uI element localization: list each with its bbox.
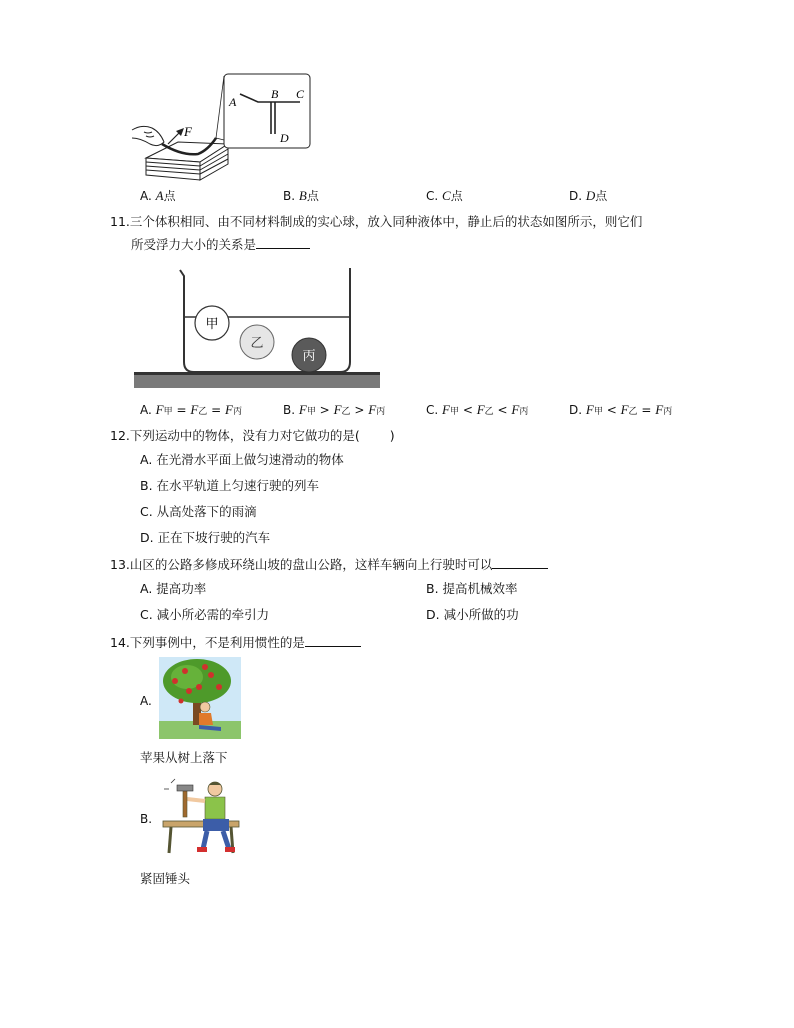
label-B: B	[271, 87, 279, 101]
q12-stem	[110, 425, 395, 447]
q11-stem-line1	[110, 211, 642, 233]
q10-option-b[interactable]: B. B点	[283, 188, 319, 203]
q10-figure	[128, 72, 318, 184]
q12-option-b[interactable]: B. 在水平轨道上匀速行驶的列车	[140, 478, 320, 493]
q14-stem-text: 下列事例中，不是利用惯性的是	[129, 635, 305, 650]
q11-option-c[interactable]: C. F甲 < F乙 < F丙	[426, 402, 529, 417]
q11-beaker-figure	[134, 262, 396, 390]
apple-tree-image[interactable]	[159, 657, 241, 739]
q11-option-a[interactable]: A. F甲 = F乙 = F丙	[140, 402, 242, 417]
q13-answer-blank[interactable]	[492, 555, 548, 569]
svg-text:乙: 乙	[250, 335, 264, 350]
q12-number: 12.	[110, 428, 130, 443]
q10-option-d[interactable]: D. D点	[569, 188, 608, 203]
svg-text:丙: 丙	[302, 348, 316, 363]
q11-option-b[interactable]: B. F甲 > F乙 > F丙	[283, 402, 386, 417]
q14-option-b-letter[interactable]: B.	[140, 812, 153, 826]
ball-yi	[240, 325, 274, 359]
hammer-bench-image[interactable]	[159, 777, 243, 857]
q10-option-c[interactable]: C. C点	[426, 188, 463, 203]
label-C: C	[296, 87, 305, 101]
q14-option-a-letter[interactable]: A.	[140, 694, 152, 708]
q14-stem	[110, 632, 361, 654]
svg-text:甲: 甲	[205, 316, 219, 331]
q13-stem	[110, 554, 548, 576]
q12-stem-text: 下列运动中的物体，没有力对它做功的是(	[129, 428, 360, 443]
q11-number: 11.	[110, 214, 130, 229]
ball-bing	[292, 338, 326, 372]
label-D: D	[280, 131, 289, 145]
q14-option-a-caption: 苹果从树上落下	[140, 750, 228, 765]
q11-stem-text2: 所受浮力大小的关系是	[131, 237, 257, 252]
q13-option-b[interactable]: B. 提高机械效率	[426, 581, 518, 596]
q14-option-b-caption: 紧固锤头	[140, 871, 191, 886]
q14-number: 14.	[110, 635, 130, 650]
q12-option-a[interactable]: A. 在光滑水平面上做匀速滑动的物体	[140, 452, 344, 467]
table-surface	[134, 374, 380, 388]
q14-answer-blank[interactable]	[305, 633, 361, 647]
q13-option-d[interactable]: D. 减小所做的功	[426, 607, 519, 622]
q13-stem-text: 山区的公路多修成环绕山坡的盘山公路，这样车辆向上行驶时可以	[129, 557, 493, 572]
q11-stem-line2	[131, 234, 310, 256]
book-stack	[146, 142, 228, 180]
label-F: F	[184, 124, 192, 139]
q11-answer-blank[interactable]	[256, 235, 310, 249]
q13-number: 13.	[110, 557, 130, 572]
label-A: A	[229, 95, 237, 109]
hand-drawing	[132, 126, 164, 145]
q11-stem-text: 三个体积相同、由不同材料制成的实心球，放入同种液体中，静止后的状态如图所示，则它们	[129, 214, 643, 229]
q10-option-a[interactable]: A. A点	[140, 188, 176, 203]
q12-option-d[interactable]: D. 正在下坡行驶的汽车	[140, 530, 271, 545]
q13-option-c[interactable]: C. 减小所必需的牵引力	[140, 607, 270, 622]
q11-option-d[interactable]: D. F甲 < F乙 = F丙	[569, 402, 673, 417]
q13-option-a[interactable]: A. 提高功率	[140, 581, 207, 596]
q12-paren-close: )	[389, 428, 395, 443]
zoom-box	[224, 74, 310, 148]
ball-jia	[195, 306, 229, 340]
q12-option-c[interactable]: C. 从高处落下的雨滴	[140, 504, 257, 519]
